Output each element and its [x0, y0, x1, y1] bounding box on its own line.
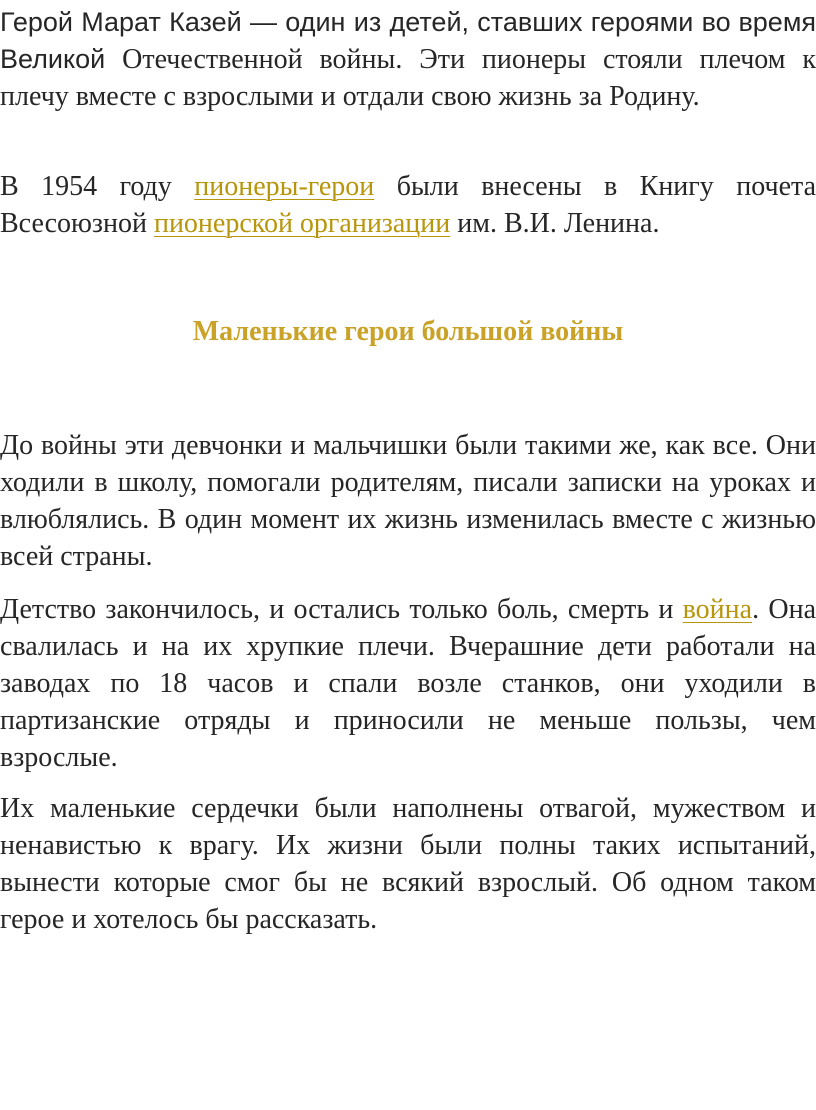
pioneer-organization-link[interactable]: пионерской организации — [153, 208, 451, 239]
intro-sans-text-1: Герой Марат Казей — один из детей, ставших героями во — [0, 7, 731, 37]
war-link[interactable]: война — [682, 594, 753, 625]
childhood-text-before: Детство закончилось, и остались только боль, смерть и — [0, 594, 683, 625]
book-text-after: им. В.И. Ленина. — [450, 208, 660, 239]
before-war-paragraph: До войны эти девчонки и мальчишки были такими же, как все. Они ходили в школу, помогали родителям, писали записки на уроках и влюблялись. В один момент их жизнь изменилась вместе с жизнью всей страны. — [0, 430, 816, 572]
book-text-before: В 1954 году — [0, 171, 195, 202]
childhood-text-after: . Она свалилась и на их хрупкие плечи. Вчерашние дети работали на заводах по 18 часов и спали возле станков, они уходили в партизанские отряды и приносили не меньше пользы, чем взрослые. — [0, 594, 816, 773]
intro-paragraph — [0, 4, 816, 115]
book-text-middle: были внесены в Книгу почета Всесоюзной — [0, 171, 816, 239]
intro-sans-text-2: время Великой — [0, 7, 816, 74]
intro-serif-text: Отечественной войны. Эти пионеры стояли плечом к плечу вместе с взрослыми и отдали свою жизнь за Родину. — [0, 44, 816, 112]
book-of-honor-paragraph — [0, 168, 816, 242]
pioneer-heroes-link[interactable]: пионеры-герои — [194, 171, 375, 202]
section-heading: Маленькие герои большой войны — [192, 316, 624, 347]
hearts-paragraph: Их маленькие сердечки были наполнены отвагой, мужеством и ненавистью к врагу. Их жизни были полны таких испытаний, вынести которые смог бы не всякий взрослый. Об одном таком герое и хотелось бы рассказать. — [0, 793, 816, 935]
childhood-paragraph — [0, 591, 816, 776]
